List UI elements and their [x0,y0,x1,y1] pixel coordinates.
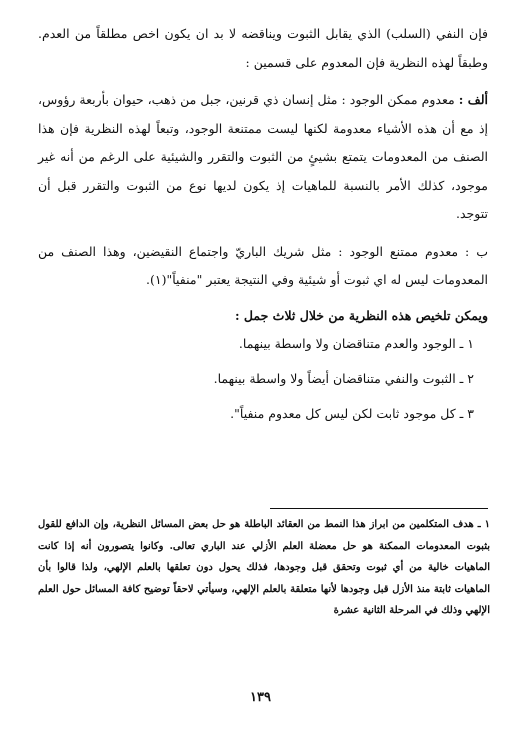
section-ba-paragraph: ب : معدوم ممتنع الوجود : مثل شريك الباريّ واجتماع النقيضين، وهذا الصنف من المعدومات ليس له اي ثبوت أو شيئية وفي النتيجة يعتبر "منفياً"(١). [38,243,488,287]
section-alef-paragraph [38,86,488,229]
summary-heading: ويمكن تلخيص هذه النظرية من خلال ثلاث جمل : [234,307,488,323]
page-body [38,20,488,428]
page-number: ١٣٩ [250,690,271,705]
footnote-divider [270,508,488,509]
section-alef-text: معدوم ممكن الوجود : مثل إنسان ذي قرنين، جبل من ذهب، حيوان بأربعة رؤوس، إذ مع أن هذه الأشياء معدومة لكنها ليست ممتنعة الوجود، وتبعاً لهذه النظرية فإن هذا الصنف من المعدومات يتمتع بشيئٍ من الثبوت والتقرر والشيئية على الرغم من أنه غير موجود، كذلك الأمر بالنسبة للماهيات إذ يكون لديها نوع من الثبوت والتقرر قبل أن تتوجد. [38,92,488,221]
section-alef-label: ألف : [458,92,488,107]
intro-paragraph: فإن النفي (السلب) الذي يقابل الثبوت ويناقضه لا بد ان يكون اخص مطلقاً من العدم. وطبقاً لهذه النظرية فإن المعدوم على قسمين : [38,26,488,70]
footnote: ١ ـ هدف المتكلمين من ابراز هذا النمط من العقائد الباطلة هو حل بعض المسائل النظرية، وإن الدافع للقول بثبوت المعدومات الممكنة هو حل معضلة العلم الأزلي عند الباري تعالى. وكانوا يتصورون أنه إذا كانت الماهيات خالية من أي ثبوت وتحقق قبل وجودها، فذلك يحول دون تعلقها بالعلم الإلهي، ولذا قالوا بأن الماهيات ثابتة منذ الأزل قبل وجودها لأنها متعلقة بالعلم الإلهي، وسيأتي لاحقاً توضيح كافة المسائل حول العلم الإلهي وذلك في المرحلة الثانية عشرة [38,519,490,616]
summary-item-3: ٣ ـ كل موجود ثابت لكن ليس كل معدوم منفياً". [230,406,474,421]
summary-item-1: ١ ـ الوجود والعدم متناقضان ولا واسطة بينهما. [238,336,474,351]
summary-item-2: ٢ ـ الثبوت والنفي متناقضان أيضاً ولا واسطة بينهما. [213,371,474,386]
